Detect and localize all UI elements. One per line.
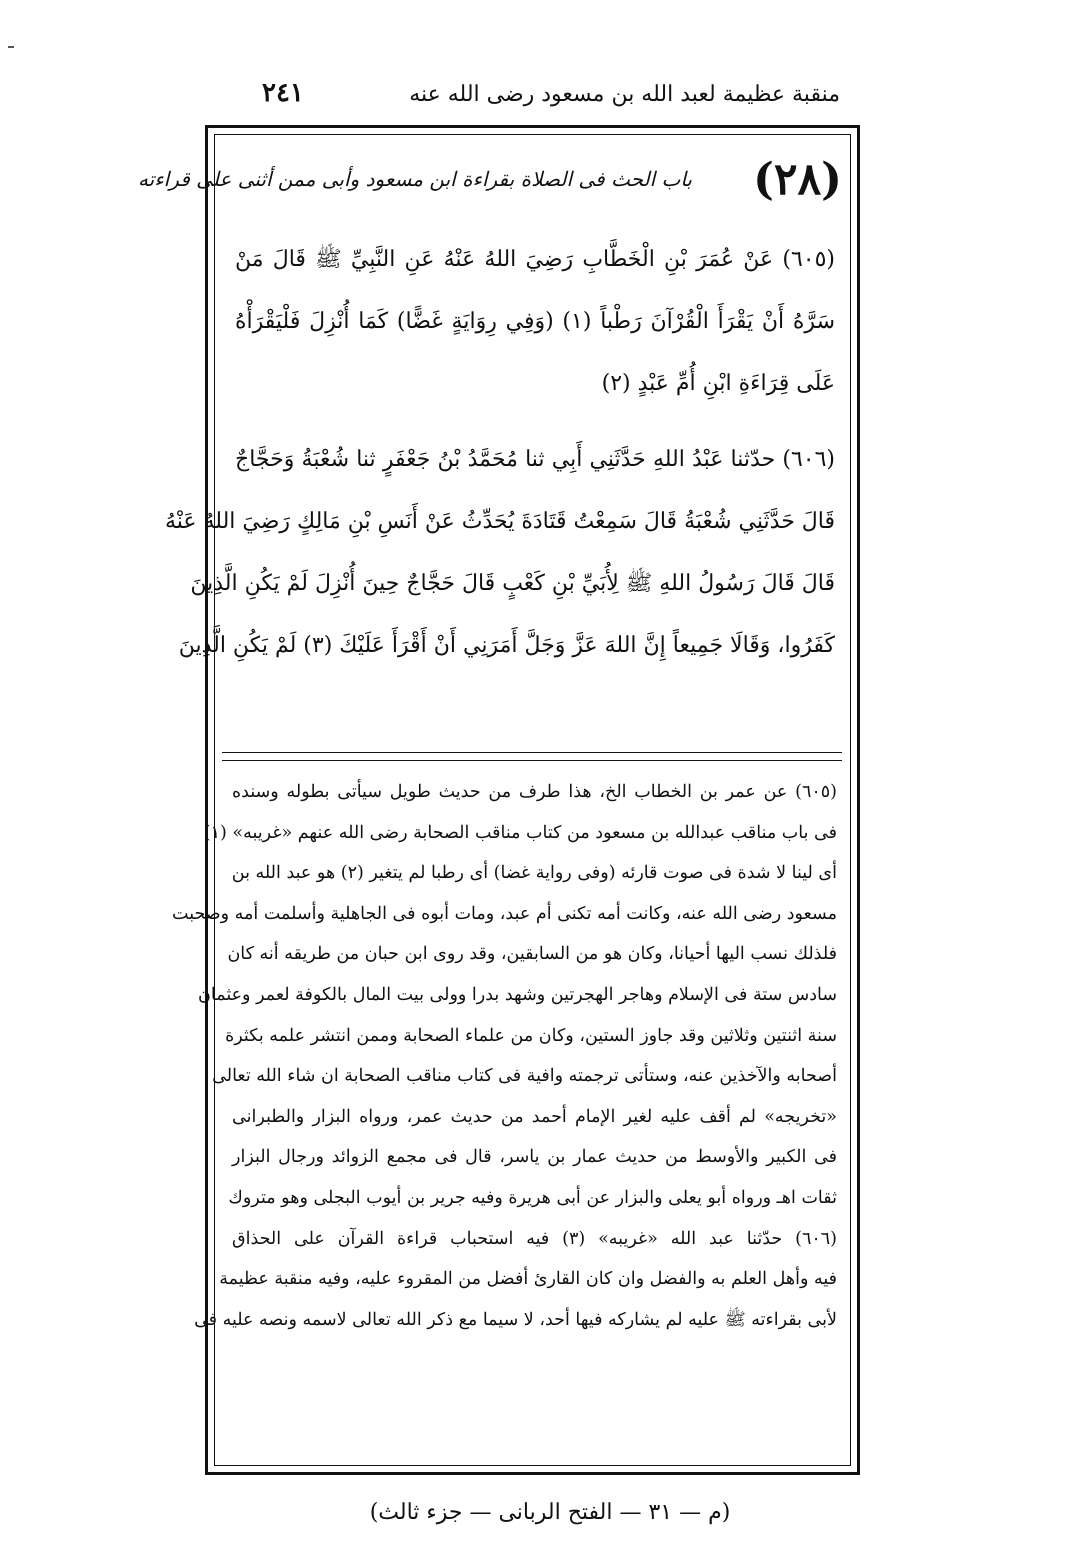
commentary-line: سادس ستة فى الإسلام وهاجر الهجرتين وشهد بدرا وولى بيت المال بالكوفة لعمر وعثمان — [198, 984, 837, 1005]
running-header — [240, 78, 840, 118]
commentary-line: أى لينا لا شدة فى صوت قارئه (وفى رواية غضا) أى رطبا لم يتغير (٢) هو عبد الله بن — [231, 863, 837, 884]
commentary-line: ثقات اهـ ورواه أبو يعلى والبزار عن أبى هريرة وفيه جرير بن أيوب البجلى وهو متروك — [228, 1187, 837, 1208]
commentary-text — [172, 772, 837, 1340]
hadith-text — [164, 232, 835, 680]
commentary-line: مسعود رضى الله عنه، وكانت أمه تكنى أم عبد، ومات أبوه فى الجاهلية وأسلمت أمه وصحبت — [172, 903, 837, 924]
chapter-heading — [137, 150, 842, 220]
hadith-line: عَلَى قِرَاءَةِ ابْنِ أُمِّ عَبْدٍ (٢) — [601, 371, 835, 396]
commentary-line: فى باب مناقب عبدالله بن مسعود من كتاب مناقب الصحابة رضى الله عنهم «غريبه» (١) — [203, 822, 837, 843]
commentary-line: لأبى بقراءته ﷺ عليه لم يشاركه فيها أحد، لا سيما مع ذكر الله تعالى لاسمه ونصه عليه فى — [194, 1309, 837, 1330]
commentary-line: أصحابه والآخذين عنه، وستأتى ترجمته وافية فى كتاب مناقب الصحابة ان شاء الله تعالى — [212, 1066, 837, 1087]
commentary-line: فلذلك نسب اليها أحيانا، وكان هو من السابقين، وقد روى ابن حبان من طريقه أنه كان — [227, 944, 837, 965]
commentary-line: سنة اثنتين وثلاثين وقد جاوز الستين، وكان من علماء الصحابة وممن انتشر علمه بكثرة — [225, 1025, 837, 1046]
chapter-title: باب الحث فى الصلاة بقراءة ابن مسعود وأبى ممن أثنى على قراءته — [137, 167, 692, 191]
commentary-line: (٦٠٥) عن عمر بن الخطاب الخ، هذا طرف من حديث طويل سيأتى بطوله وسنده — [232, 782, 837, 802]
commentary-line: «تخريجه» لم أقف عليه لغير الإمام أحمد من حديث عمر، ورواه البزار والطبرانى — [232, 1106, 837, 1127]
page-number: ٢٤١ — [262, 78, 304, 108]
hadith-line: قَالَ قَالَ رَسُولُ اللهِ ﷺ لِأُبَيِّ بْنِ كَعْبٍ قَالَ حَجَّاجٌ حِينَ أُنْزِلَ لَمْ يَكُنِ الَّذِينَ — [190, 571, 835, 596]
running-header-title: منقبة عظيمة لعبد الله بن مسعود رضى الله عنه — [409, 82, 840, 107]
commentary-line: (٦٠٦) حدّثنا عبد الله «غريبه» (٣) فيه استحباب قراءة القرآن على الحذاق — [232, 1228, 837, 1249]
scan-speck — [8, 46, 14, 48]
hadith-line: كَفَرُوا، وَقَالَا جَمِيعاً إِنَّ اللهَ عَزَّ وَجَلَّ أَمَرَنِي أَنْ أَقْرَأَ عَلَيْكَ (٣) لَمْ يَكُنِ الَّذِينَ — [178, 633, 835, 658]
section-divider — [222, 760, 842, 761]
hadith-line: قَالَ حَدَّثَنِي شُعْبَةُ قَالَ سَمِعْتُ قَتَادَةَ يُحَدِّثُ عَنْ أَنَسِ بْنِ مَالِكٍ رَضِيَ اللهُ عَنْهُ — [164, 509, 835, 534]
hadith-line: (٦٠٥) عَنْ عُمَرَ بْنِ الْخَطَّابِ رَضِيَ اللهُ عَنْهُ عَنِ النَّبِيِّ ﷺ قَالَ مَنْ — [235, 247, 835, 272]
commentary-line: فيه وأهل العلم به والفضل وان كان القارئ أفضل من المقروء عليه، وفيه منقبة عظيمة — [219, 1269, 837, 1290]
commentary-line: فى الكبير والأوسط من حديث عمار بن ياسر، قال فى مجمع الزوائد ورجال البزار — [232, 1147, 837, 1168]
section-divider — [222, 752, 842, 753]
hadith-line: (٦٠٦) حدّثنا عَبْدُ اللهِ حَدَّثَنِي أَبِي ثنا مُحَمَّدُ بْنُ جَعْفَرٍ ثنا شُعْبَةُ وَحَجَّاجٌ — [235, 447, 835, 472]
hadith-line: سَرَّهُ أَنْ يَقْرَأَ الْقُرْآنَ رَطْباً (١) (وَفِي رِوَايَةٍ غَضًّا) كَمَا أُنْزِلَ فَلْيَقْرَأْهُ — [235, 309, 835, 334]
chapter-number: (٢٨) — [753, 154, 842, 205]
page-footer-signature: (م — ٣١ — الفتح الربانى — جزء ثالث) — [369, 1500, 731, 1525]
